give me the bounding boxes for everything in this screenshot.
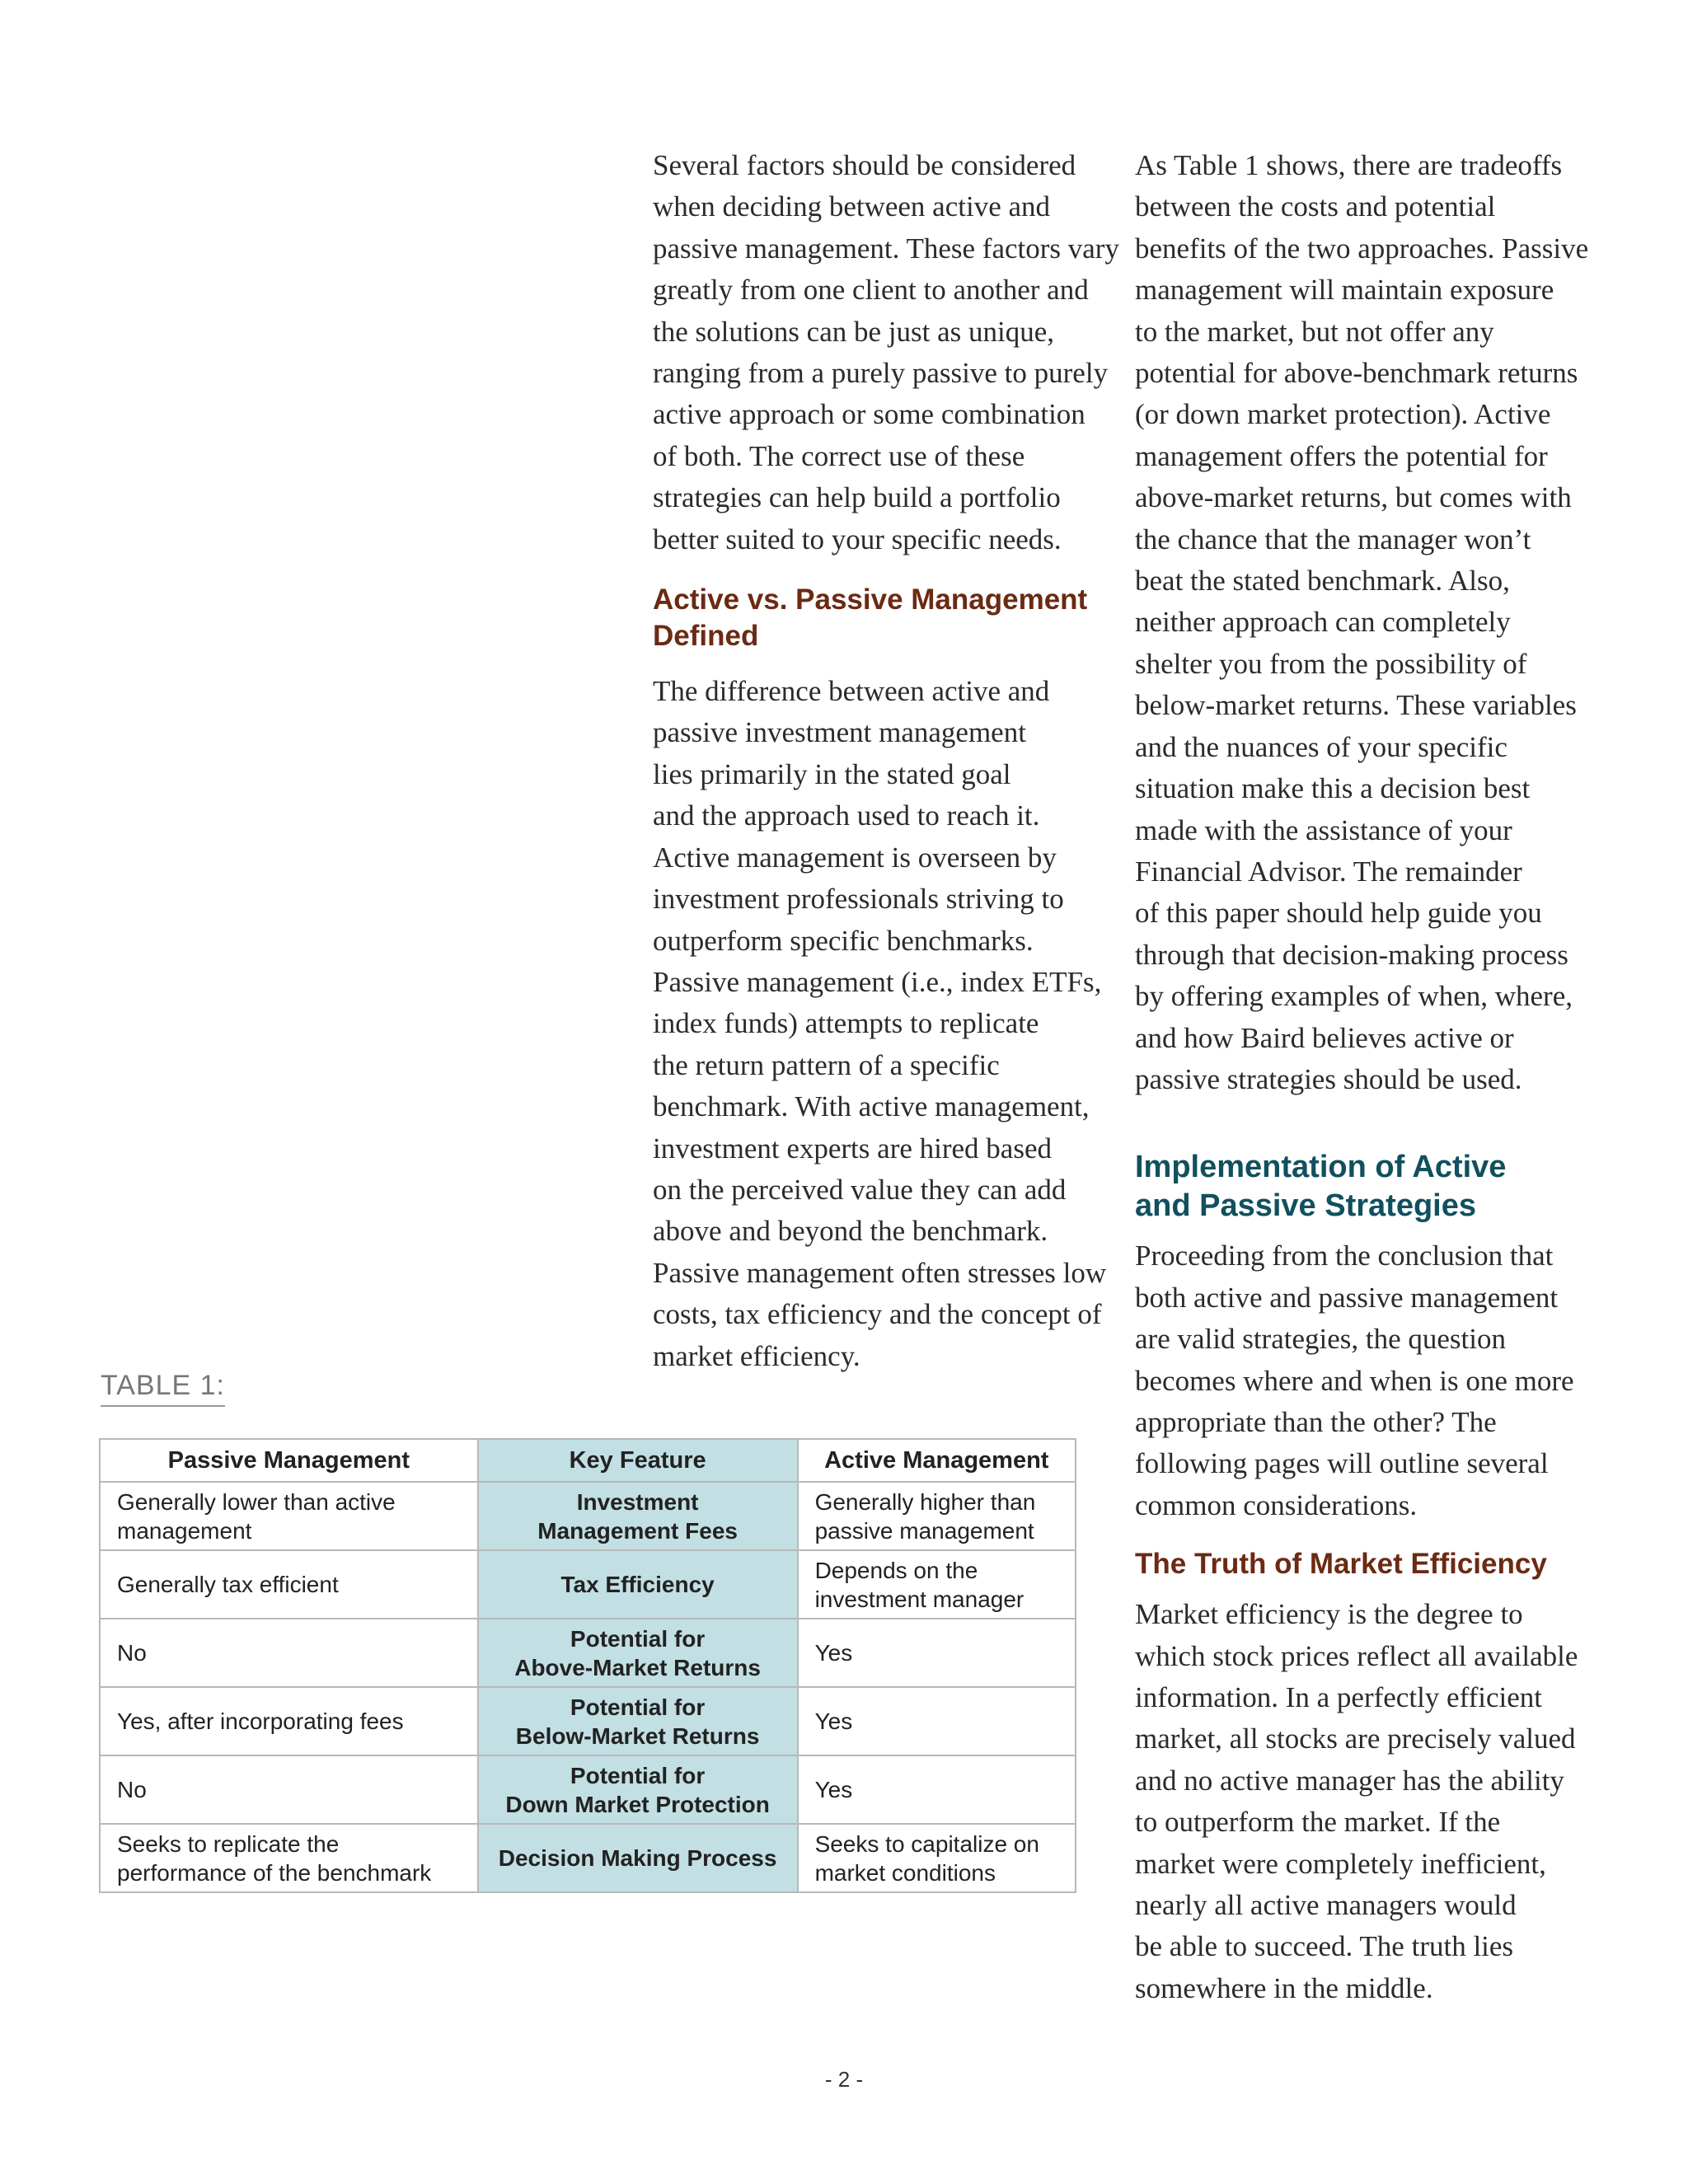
text-line: Passive management often stresses low — [653, 1256, 1107, 1289]
cell-line: No — [117, 1640, 147, 1666]
text-line: passive strategies should be used. — [1135, 1062, 1522, 1095]
text-line: As Table 1 shows, there are tradeoffs — [1135, 149, 1563, 181]
text-line: below-market returns. These variables — [1135, 689, 1577, 722]
text-line: the chance that the manager won’t — [1135, 523, 1531, 555]
cell-line: No — [117, 1777, 147, 1802]
text-line: the return pattern of a specific — [653, 1048, 1000, 1081]
section-heading-implementation — [1135, 1148, 1597, 1226]
page-number: - 2 - — [824, 2067, 864, 2092]
section-heading-market-efficiency — [1135, 1546, 1597, 1582]
text-line: made with the assistance of your — [1135, 813, 1512, 846]
text-line: of this paper should help guide you — [1135, 897, 1542, 930]
text-line: information. In a perfectly efficient — [1135, 1681, 1542, 1713]
cell-line: Seeks to replicate the — [117, 1830, 340, 1857]
cell-line: Yes — [814, 1640, 853, 1666]
text-line: greatly from one client to another and — [653, 274, 1089, 307]
cell-line: Potential for — [570, 1694, 706, 1720]
text-line: to outperform the market. If the — [1135, 1806, 1501, 1839]
text-line: market efficiency. — [653, 1339, 860, 1372]
feature-cell — [478, 1482, 798, 1550]
cell-line: investment manager — [814, 1586, 1025, 1612]
intro-paragraph — [653, 145, 1119, 560]
cell-line: Tax Efficiency — [560, 1572, 715, 1597]
table-row — [100, 1824, 1076, 1892]
text-line: ranging from a purely passive to purely — [653, 357, 1109, 390]
active-cell — [798, 1550, 1076, 1619]
cell-line: market conditions — [814, 1859, 996, 1886]
text-line: through that decision-making process — [1135, 938, 1568, 971]
text-line: investment experts are hired based — [653, 1132, 1052, 1165]
text-line: market, all stocks are precisely valued — [1135, 1722, 1576, 1755]
text-line: neither approach can completely — [1135, 606, 1511, 639]
passive-cell — [100, 1482, 478, 1550]
cell-line: Yes — [814, 1777, 853, 1802]
text-line: outperform specific benchmarks. — [653, 924, 1034, 957]
text-line: and the nuances of your specific — [1135, 730, 1507, 763]
text-line: market were completely inefficient, — [1135, 1847, 1546, 1880]
passive-cell — [100, 1755, 478, 1824]
cell-line: Down Market Protection — [505, 1791, 770, 1817]
header-key-feature: Key Feature — [478, 1439, 798, 1482]
cell-line: Investment — [576, 1488, 699, 1515]
cell-line: Potential for — [570, 1625, 706, 1652]
text-line: potential for above-benchmark returns — [1135, 357, 1578, 390]
text-line: and how Baird believes active or — [1135, 1021, 1514, 1054]
feature-cell — [478, 1619, 798, 1687]
passive-cell — [100, 1687, 478, 1755]
text-line: nearly all active managers would — [1135, 1889, 1517, 1922]
active-cell — [798, 1687, 1076, 1755]
heading-line: Defined — [653, 620, 759, 653]
active-cell — [798, 1482, 1076, 1550]
text-line: above-market returns, but comes with — [1135, 481, 1572, 514]
market-efficiency-paragraph — [1135, 1594, 1597, 2009]
text-line: management offers the potential for — [1135, 439, 1548, 472]
text-line: Proceeding from the conclusion that — [1135, 1240, 1554, 1272]
heading-line: Active vs. Passive Management — [653, 583, 1088, 616]
heading-line: Implementation of Active — [1135, 1150, 1507, 1185]
cell-line: Depends on the — [814, 1557, 978, 1583]
text-line: are valid strategies, the question — [1135, 1323, 1506, 1356]
text-line: situation make this a decision best — [1135, 772, 1531, 805]
text-line: which stock prices reflect all available — [1135, 1639, 1578, 1672]
text-line: appropriate than the other? The — [1135, 1405, 1497, 1438]
cell-line: Below-Market Returns — [515, 1722, 760, 1749]
passive-cell — [100, 1824, 478, 1892]
text-line: by offering examples of when, where, — [1135, 980, 1573, 1013]
feature-cell — [478, 1687, 798, 1755]
feature-cell — [478, 1550, 798, 1619]
table-row — [100, 1550, 1076, 1619]
text-line: both active and passive management — [1135, 1281, 1559, 1314]
feature-cell — [478, 1824, 798, 1892]
text-line: somewhere in the middle. — [1135, 1971, 1433, 2004]
implementation-paragraph — [1135, 1235, 1597, 1526]
cell-line: Yes, after incorporating fees — [117, 1708, 404, 1734]
cell-line: Management Fees — [537, 1517, 738, 1544]
section-heading-active-vs-passive — [653, 582, 1114, 654]
table-header-row — [100, 1439, 1076, 1482]
feature-cell — [478, 1755, 798, 1824]
text-line: investment professionals striving to — [653, 883, 1064, 916]
text-line: common considerations. — [1135, 1488, 1418, 1521]
text-line: passive management. These factors vary — [653, 232, 1119, 265]
text-line: benefits of the two approaches. Passive — [1135, 232, 1589, 265]
table-row — [100, 1619, 1076, 1687]
text-line: above and beyond the benchmark. — [653, 1215, 1048, 1248]
cell-line: Generally tax efficient — [117, 1572, 339, 1597]
text-line: becomes where and when is one more — [1135, 1364, 1574, 1397]
text-line: shelter you from the possibility of — [1135, 647, 1527, 680]
table-row — [100, 1482, 1076, 1550]
text-line: when deciding between active and — [653, 190, 1051, 223]
cell-line: Decision Making Process — [498, 1845, 777, 1871]
text-line: costs, tax efficiency and the concept of — [653, 1298, 1102, 1331]
text-line: Market efficiency is the degree to — [1135, 1598, 1523, 1631]
right-column — [1135, 145, 1597, 2009]
text-line: index funds) attempts to replicate — [653, 1007, 1039, 1040]
tradeoffs-paragraph — [1135, 145, 1597, 1100]
text-line: and the approach used to reach it. — [653, 799, 1040, 832]
header-passive-management: Passive Management — [100, 1439, 478, 1482]
text-line: passive investment management — [653, 716, 1026, 749]
active-cell — [798, 1619, 1076, 1687]
text-line: between the costs and potential — [1135, 190, 1496, 223]
cell-line: Generally lower than active — [117, 1488, 396, 1515]
table-row — [100, 1755, 1076, 1824]
text-line: to the market, but not offer any — [1135, 315, 1494, 348]
cell-line: Seeks to capitalize on — [814, 1830, 1039, 1857]
heading-line: and Passive Strategies — [1135, 1188, 1476, 1224]
text-line: (or down market protection). Active — [1135, 398, 1551, 431]
passive-cell — [100, 1550, 478, 1619]
cell-line: Potential for — [570, 1762, 706, 1788]
cell-line: management — [117, 1517, 252, 1544]
text-line: Financial Advisor. The remainder — [1135, 855, 1522, 888]
text-line: active approach or some combination — [653, 398, 1085, 431]
cell-line: passive management — [814, 1517, 1034, 1544]
text-line: better suited to your specific needs. — [653, 523, 1062, 555]
comparison-table — [99, 1438, 1076, 1893]
text-line: benchmark. With active management, — [653, 1090, 1090, 1123]
active-cell — [798, 1824, 1076, 1892]
middle-column — [653, 145, 1119, 1377]
text-line: The difference between active and — [653, 675, 1050, 708]
text-line: the solutions can be just as unique, — [653, 315, 1055, 348]
text-line: Active management is overseen by — [653, 841, 1057, 874]
cell-line: Above-Market Returns — [514, 1654, 761, 1680]
text-line: and no active manager has the ability — [1135, 1764, 1564, 1797]
passive-cell — [100, 1619, 478, 1687]
definition-paragraph — [653, 671, 1114, 1377]
text-line: be able to succeed. The truth lies — [1135, 1930, 1514, 1963]
text-line: on the perceived value they can add — [653, 1173, 1067, 1206]
active-cell — [798, 1755, 1076, 1824]
text-line: beat the stated benchmark. Also, — [1135, 565, 1510, 598]
table-label: TABLE 1: — [101, 1370, 225, 1407]
table-row — [100, 1687, 1076, 1755]
text-line: following pages will outline several — [1135, 1447, 1549, 1480]
heading-line: The Truth of Market Efficiency — [1135, 1548, 1547, 1581]
text-line: Passive management (i.e., index ETFs, — [653, 965, 1102, 998]
cell-line: performance of the benchmark — [117, 1859, 432, 1886]
text-line: Several factors should be considered — [653, 149, 1076, 181]
text-line: of both. The correct use of these — [653, 439, 1025, 472]
cell-line: Generally higher than — [814, 1488, 1036, 1515]
header-active-management: Active Management — [798, 1439, 1076, 1482]
cell-line: Yes — [814, 1708, 853, 1734]
text-line: lies primarily in the stated goal — [653, 757, 1011, 790]
text-line: strategies can help build a portfolio — [653, 481, 1061, 514]
text-line: management will maintain exposure — [1135, 274, 1554, 307]
